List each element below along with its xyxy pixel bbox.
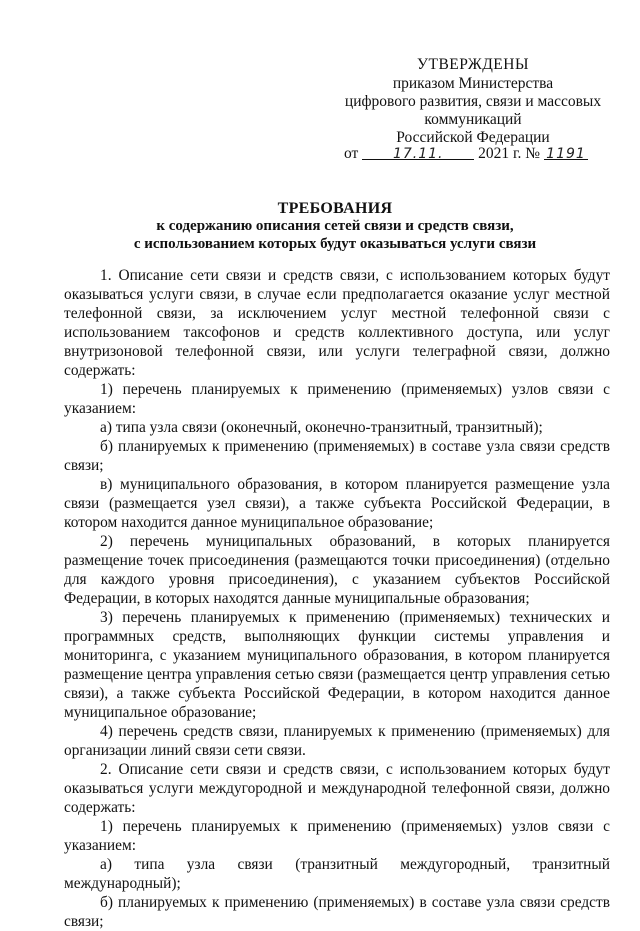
number-field — [544, 145, 588, 160]
document-subtitle: к содержанию описания сетей связи и средств связи, — [156, 218, 514, 234]
paragraph: 4) перечень средств связи, планируемых к применению (применяемых) для организации линий связи сети связи. — [64, 723, 610, 759]
document-body — [64, 266, 610, 931]
paragraph: 2. Описание сети связи и средств связи, с использованием которых будут оказываться услуги междугородной и международной телефонной связи, должно содержать: — [64, 761, 610, 816]
approval-header: УТВЕРЖДЕНЫ — [417, 56, 529, 73]
approval-block — [338, 56, 608, 147]
year-label: 2021 г. № — [478, 145, 541, 162]
date-prefix: от — [344, 145, 359, 162]
approval-line: коммуникаций — [424, 111, 522, 128]
paragraph: в) муниципального образования, в котором планируется размещение узла связи (размещается узел связи), а также субъекта Российской Федерации, в котором находится данное муниципальное образование; — [64, 476, 610, 531]
document-title: ТРЕБОВАНИЯ — [277, 200, 393, 217]
document-subtitle: с использованием которых будут оказываться услуги связи — [133, 236, 537, 252]
handwritten-number: 1191 — [546, 146, 586, 162]
paragraph: а) типа узла связи (транзитный междугородный, транзитный международный); — [64, 856, 610, 892]
approval-line: Российской Федерации — [396, 129, 550, 146]
paragraph: 2) перечень муниципальных образований, в которых планируется размещение точек присоединения (размещаются точки присоединения) (отдельно для каждого уровня присоединения), с указанием субъектов Российской Федерации, в которых находятся данные муниципальные образования; — [64, 533, 610, 607]
paragraph: а) типа узла связи (оконечный, оконечно-транзитный, транзитный); — [100, 419, 543, 436]
paragraph: б) планируемых к применению (применяемых) в составе узла связи средств связи; — [64, 438, 610, 474]
paragraph: 3) перечень планируемых к применению (применяемых) технических и программных средств, выполняющих функции системы управления и мониторинга, с указанием муниципального образования, в котором планируется размещение центра управления сетью связи (размещается центр управления сетью связи), а также субъекта Российской Федерации, в котором находится данное муниципальное образование; — [64, 609, 610, 721]
approval-date-line — [344, 145, 604, 163]
handwritten-date: 17.11. — [392, 146, 444, 162]
paragraph: 1) перечень планируемых к применению (применяемых) узлов связи с указанием: — [64, 818, 610, 854]
approval-line: цифрового развития, связи и массовых — [344, 93, 602, 110]
paragraph: б) планируемых к применению (применяемых) в составе узла связи средств связи; — [64, 894, 610, 930]
approval-line: приказом Министерства — [392, 75, 554, 92]
paragraph: 1) перечень планируемых к применению (применяемых) узлов связи с указанием: — [64, 381, 610, 417]
paragraph: 1. Описание сети связи и средств связи, с использованием которых будут оказываться услуги связи, в случае если предполагается оказание услуг местной телефонной связи, за исключением услуг местной телефонной связи с использованием таксофонов и средств коллективного доступа, или услуг внутризоновой телефонной связи, или услуги телеграфной связи, должно содержать: — [64, 267, 610, 379]
date-field — [362, 145, 474, 160]
